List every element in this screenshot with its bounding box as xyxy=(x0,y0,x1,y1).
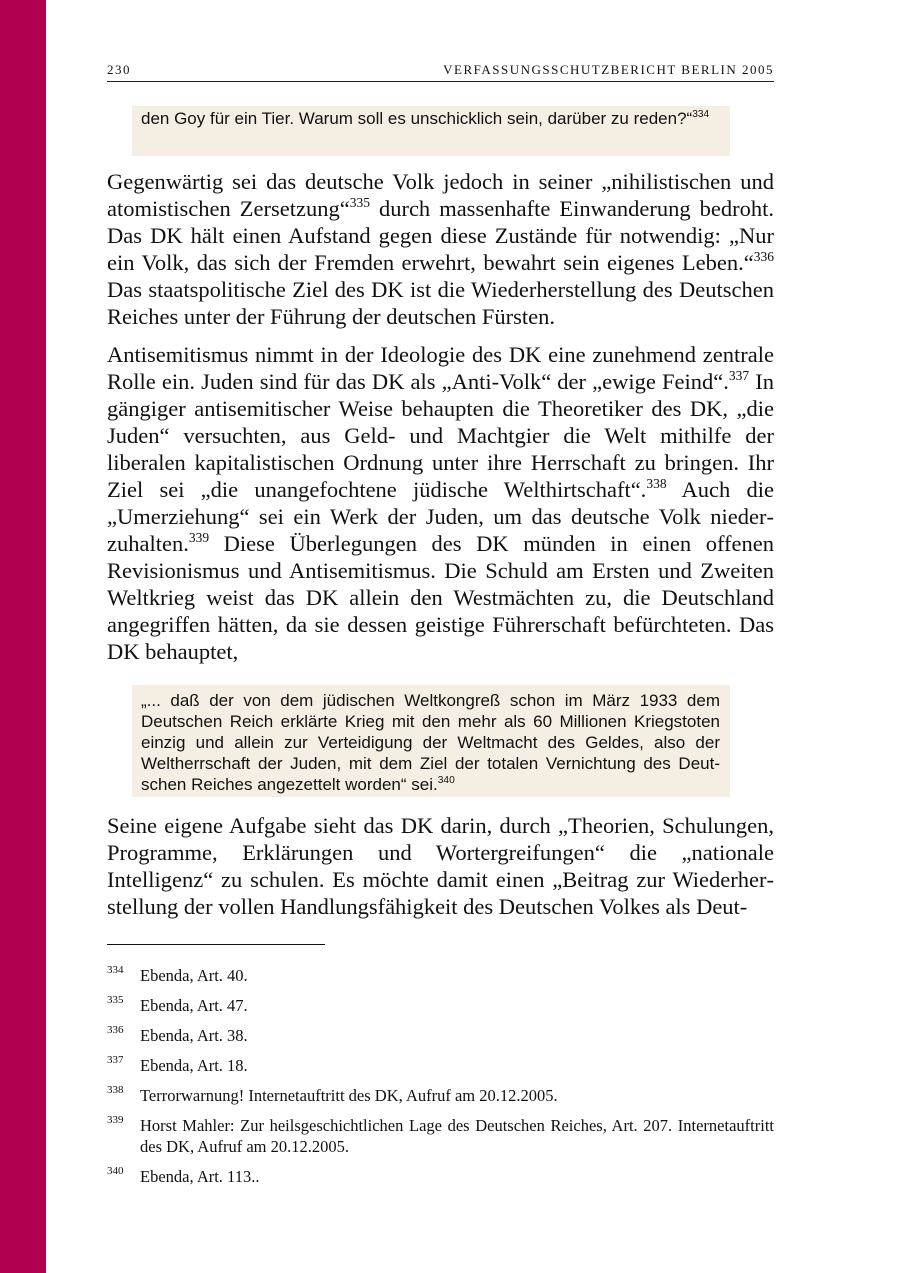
footnote-text: Ebenda, Art. 40. xyxy=(140,966,248,985)
paragraph-text: Seine eigene Aufgabe sieht das DK darin, durch „Theorien, Schulungen, Programme, Erklärungen und Wortergreifungen“ die „nationale Intelligenz“ zu schulen. Es möchte damit einen „Beitrag zur Wiederherstellung der vollen Handlungsfähigkeit des Deutschen Volkes als Deut- xyxy=(107,813,774,919)
footnote-ref: 336 xyxy=(753,249,774,265)
footnote-text: Ebenda, Art. 113.. xyxy=(140,1167,260,1186)
footnote-ref: 340 xyxy=(437,775,455,787)
footnote-ref: 338 xyxy=(646,476,667,492)
quote-block-1 xyxy=(132,106,730,156)
footnote xyxy=(107,1166,774,1187)
footnote-divider xyxy=(107,944,325,945)
footnote-text: Ebenda, Art. 38. xyxy=(140,1026,248,1045)
footnote xyxy=(107,1055,774,1076)
quote-block-2 xyxy=(132,685,730,797)
footnote-number: 337 xyxy=(107,1054,124,1066)
side-color-bar xyxy=(0,0,46,1273)
footnote xyxy=(107,995,774,1016)
footnote-ref: 335 xyxy=(349,195,370,211)
footnote-number: 338 xyxy=(107,1084,124,1096)
footnote xyxy=(107,1085,774,1106)
footnote-number: 340 xyxy=(107,1165,124,1177)
paragraph-text: Diese Überlegungen des DK münden in einen offenen Revisionismus und Antisemitismus. Die Schuld am Ersten und Zweiten Weltkrieg weist das DK allein den Westmächten zu, die Deutschland angegriffen hätten, da sie dessen geistige Führerschaft befürchteten. Das DK behauptet, xyxy=(107,531,774,664)
footnote-number: 339 xyxy=(107,1114,124,1126)
footnote-text: Ebenda, Art. 18. xyxy=(140,1056,248,1075)
paragraph-text: Gegenwärtig sei das deutsche Volk jedoch in seiner „nihilistischen und atomistischen Zersetzung“ xyxy=(107,169,774,221)
footnote xyxy=(107,965,774,986)
footnote-number: 334 xyxy=(107,964,124,976)
footnote-text: Terrorwarnung! Internetauftritt des DK, Aufruf am 20.12.2005. xyxy=(140,1086,558,1105)
footnote-ref: 334 xyxy=(692,109,710,121)
running-title: VERFASSUNGSSCHUTZBERICHT BERLIN 2005 xyxy=(443,62,774,77)
footnote xyxy=(107,1025,774,1046)
paragraph-3 xyxy=(107,812,774,920)
paragraph-2 xyxy=(107,341,774,665)
paragraph-text: Das staatspolitische Ziel des DK ist die Wiederherstellung des Deutschen Reiches unter der Führung der deutschen Fürsten. xyxy=(107,277,774,329)
paragraph-text: durch massenhafte Einwanderung bedroht. Das DK hält einen Aufstand gegen diese Zustände für notwendig: „Nur ein Volk, das sich der Fremden erwehrt, bewahrt sein eigenes Leben.“ xyxy=(107,196,774,275)
quote-text: „... daß der von dem jüdischen Weltkongreß schon im März 1933 dem Deutschen Reich erklärte Krieg mit den mehr als 60 Millionen Kriegstoten einzig und allein zur Verteidigung der Weltmacht des Geldes, also der Weltherrschaft der Juden, mit dem Ziel der totalen Vernichtung des Deutschen Reiches angezettelt worden“ sei. xyxy=(141,691,720,794)
paragraph-text: Auch die „Umerziehung“ sei ein Werk der Juden, um das deutsche Volk niederzuhalten. xyxy=(107,477,774,556)
footnote xyxy=(107,1115,774,1157)
paragraph-text: In gängiger antisemitischer Weise behaupten die Theoretiker des DK, „die Juden“ versuchten, aus Geld- und Machtgier die Welt mithilfe der liberalen kapitalistischen Ordnung unter ihre Herrschaft zu bringen. Ihr Ziel sei „die unangefochtene jüdische Welthirtschaft“. xyxy=(107,369,774,502)
footnote-ref: 339 xyxy=(188,530,210,546)
footnote-number: 336 xyxy=(107,1024,124,1036)
footnote-text: Ebenda, Art. 47. xyxy=(140,996,248,1015)
quote-text: den Goy für ein Tier. Warum soll es unschicklich sein, darüber zu reden?“ xyxy=(141,109,693,128)
paragraph-text: Antisemitismus nimmt in der Ideologie des DK eine zunehmend zentrale Rolle ein. Juden sind für das DK als „Anti-Volk“ der „ewige Feind“. xyxy=(107,342,774,394)
footnote-text: Horst Mahler: Zur heilsgeschichtlichen Lage des Deutschen Reiches, Art. 207. Internetauftritt des DK, Aufruf am 20.12.2005. xyxy=(140,1116,774,1156)
footnote-ref: 337 xyxy=(728,368,750,384)
page-number: 230 xyxy=(107,62,131,77)
paragraph-1 xyxy=(107,168,774,330)
footnote-number: 335 xyxy=(107,994,124,1006)
page-header xyxy=(107,62,774,82)
